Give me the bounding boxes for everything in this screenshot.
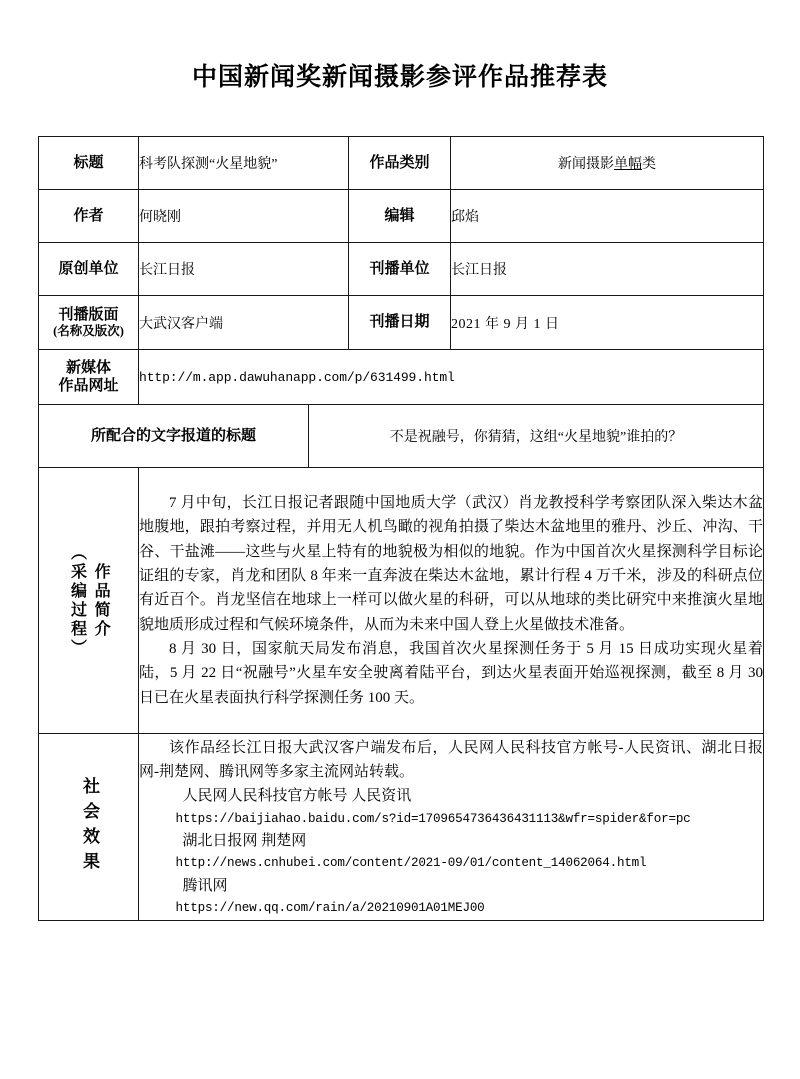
label-new-media-line2: 作品网址	[58, 378, 119, 394]
label-category: 作品类别	[349, 137, 451, 190]
value-author: 何晓刚	[139, 190, 349, 243]
social-effect-source-1-name: 人民网人民科技官方帐号 人民资讯	[182, 788, 412, 805]
table-row-new-media-url	[39, 350, 764, 405]
value-publish-unit: 长江日报	[451, 243, 764, 296]
table-row-companion-headline	[39, 405, 764, 468]
page-title: 中国新闻奖新闻摄影参评作品推荐表	[191, 64, 608, 91]
value-social-effect	[139, 734, 764, 921]
social-effect-source-1-url: https://baijiahao.baidu.com/s?id=1709654736436431113&wfr=spider&for=pc	[175, 811, 691, 826]
recommendation-form-table	[38, 136, 764, 921]
label-author: 作者	[39, 190, 139, 243]
value-layout: 大武汉客户端	[139, 296, 349, 350]
social-effect-paragraph-1: 该作品经长江日报大武汉客户端发布后，人民网人民科技官方帐号-人民资讯、湖北日报网-荆楚网、腾讯网等多家主流网站转载。	[139, 739, 764, 780]
work-intro-paragraph-2: 8 月 30 日，国家航天局发布消息，我国首次火星探测任务于 5 月 15 日成功实现火星着陆，5 月 22 日“祝融号”火星车安全驶离着陆平台，到达火星表面开始巡视探测，截至 8 月 30 日已在火星表面执行科学探测任务 100 天。	[139, 640, 764, 706]
label-layout-sub: (名称及版次)	[53, 324, 124, 339]
table-row-title	[39, 137, 764, 190]
label-publish-date: 刊播日期	[349, 296, 451, 350]
value-work-intro	[139, 468, 764, 734]
label-new-media-line1: 新媒体	[65, 359, 111, 376]
value-title: 科考队探测“火星地貌”	[139, 137, 349, 190]
table-row-author	[39, 190, 764, 243]
work-intro-paragraph-1: 7 月中旬，长江日报记者跟随中国地质大学（武汉）肖龙教授科学考察团队深入柴达木盆地腹地，跟拍考察过程，并用无人机鸟瞰的视角拍摄了柴达木盆地里的雅丹、沙丘、冲沟、干谷、干盐滩——这些与火星上特有的地貌极为相似的地貌。作为中国首次火星探测科学目标论证组的专家，肖龙和团队 8 年来一直奔波在柴达木盆地，累计行程 4 万千米，涉及的科研点位有近百个。肖龙坚信在地球上一样可以做火星的科研，可以从地球的类比研究中来推演火星地貌地质形成过程和气候环境条件，从而为未来中国人登上火星做技术准备。	[139, 495, 764, 633]
social-effect-source-2-name: 湖北日报网 荆楚网	[182, 832, 307, 849]
label-work-intro	[39, 468, 139, 734]
label-social-effect	[39, 734, 139, 921]
label-companion-headline: 所配合的文字报道的标题	[39, 405, 309, 468]
table-row-social-effect	[39, 734, 764, 921]
label-layout-main: 刊播版面	[58, 306, 119, 323]
value-publish-date: 2021 年 9 月 1 日	[451, 296, 764, 350]
table-row-work-intro	[39, 468, 764, 734]
label-publish-unit: 刊播单位	[349, 243, 451, 296]
table-row-layout	[39, 296, 764, 350]
value-category	[451, 137, 764, 190]
social-effect-source-3-url: https://new.qq.com/rain/a/20210901A01MEJ00	[175, 900, 485, 915]
value-original-unit: 长江日报	[139, 243, 349, 296]
label-social-effect-text: 社会效果	[79, 777, 99, 877]
label-title: 标题	[39, 137, 139, 190]
value-editor: 邱焰	[451, 190, 764, 243]
label-work-intro-left: （采编过程）	[68, 543, 86, 658]
value-new-media-url: http://m.app.dawuhanapp.com/p/631499.html	[139, 350, 764, 405]
category-underlined: 单幅	[614, 157, 643, 172]
social-effect-source-3-name: 腾讯网	[182, 877, 228, 894]
table-row-original-unit	[39, 243, 764, 296]
category-suffix: 类	[642, 157, 657, 172]
label-layout	[39, 296, 139, 350]
label-new-media-url	[39, 350, 139, 405]
category-prefix: 新闻摄影	[558, 157, 615, 172]
social-effect-source-2-url: http://news.cnhubei.com/content/2021-09/01/content_14062064.html	[175, 856, 647, 871]
label-original-unit: 原创单位	[39, 243, 139, 296]
label-editor: 编辑	[349, 190, 451, 243]
value-companion-headline: 不是祝融号，你猜猜，这组“火星地貌”谁拍的？	[309, 405, 764, 468]
label-work-intro-right: 作品简介	[92, 562, 110, 639]
